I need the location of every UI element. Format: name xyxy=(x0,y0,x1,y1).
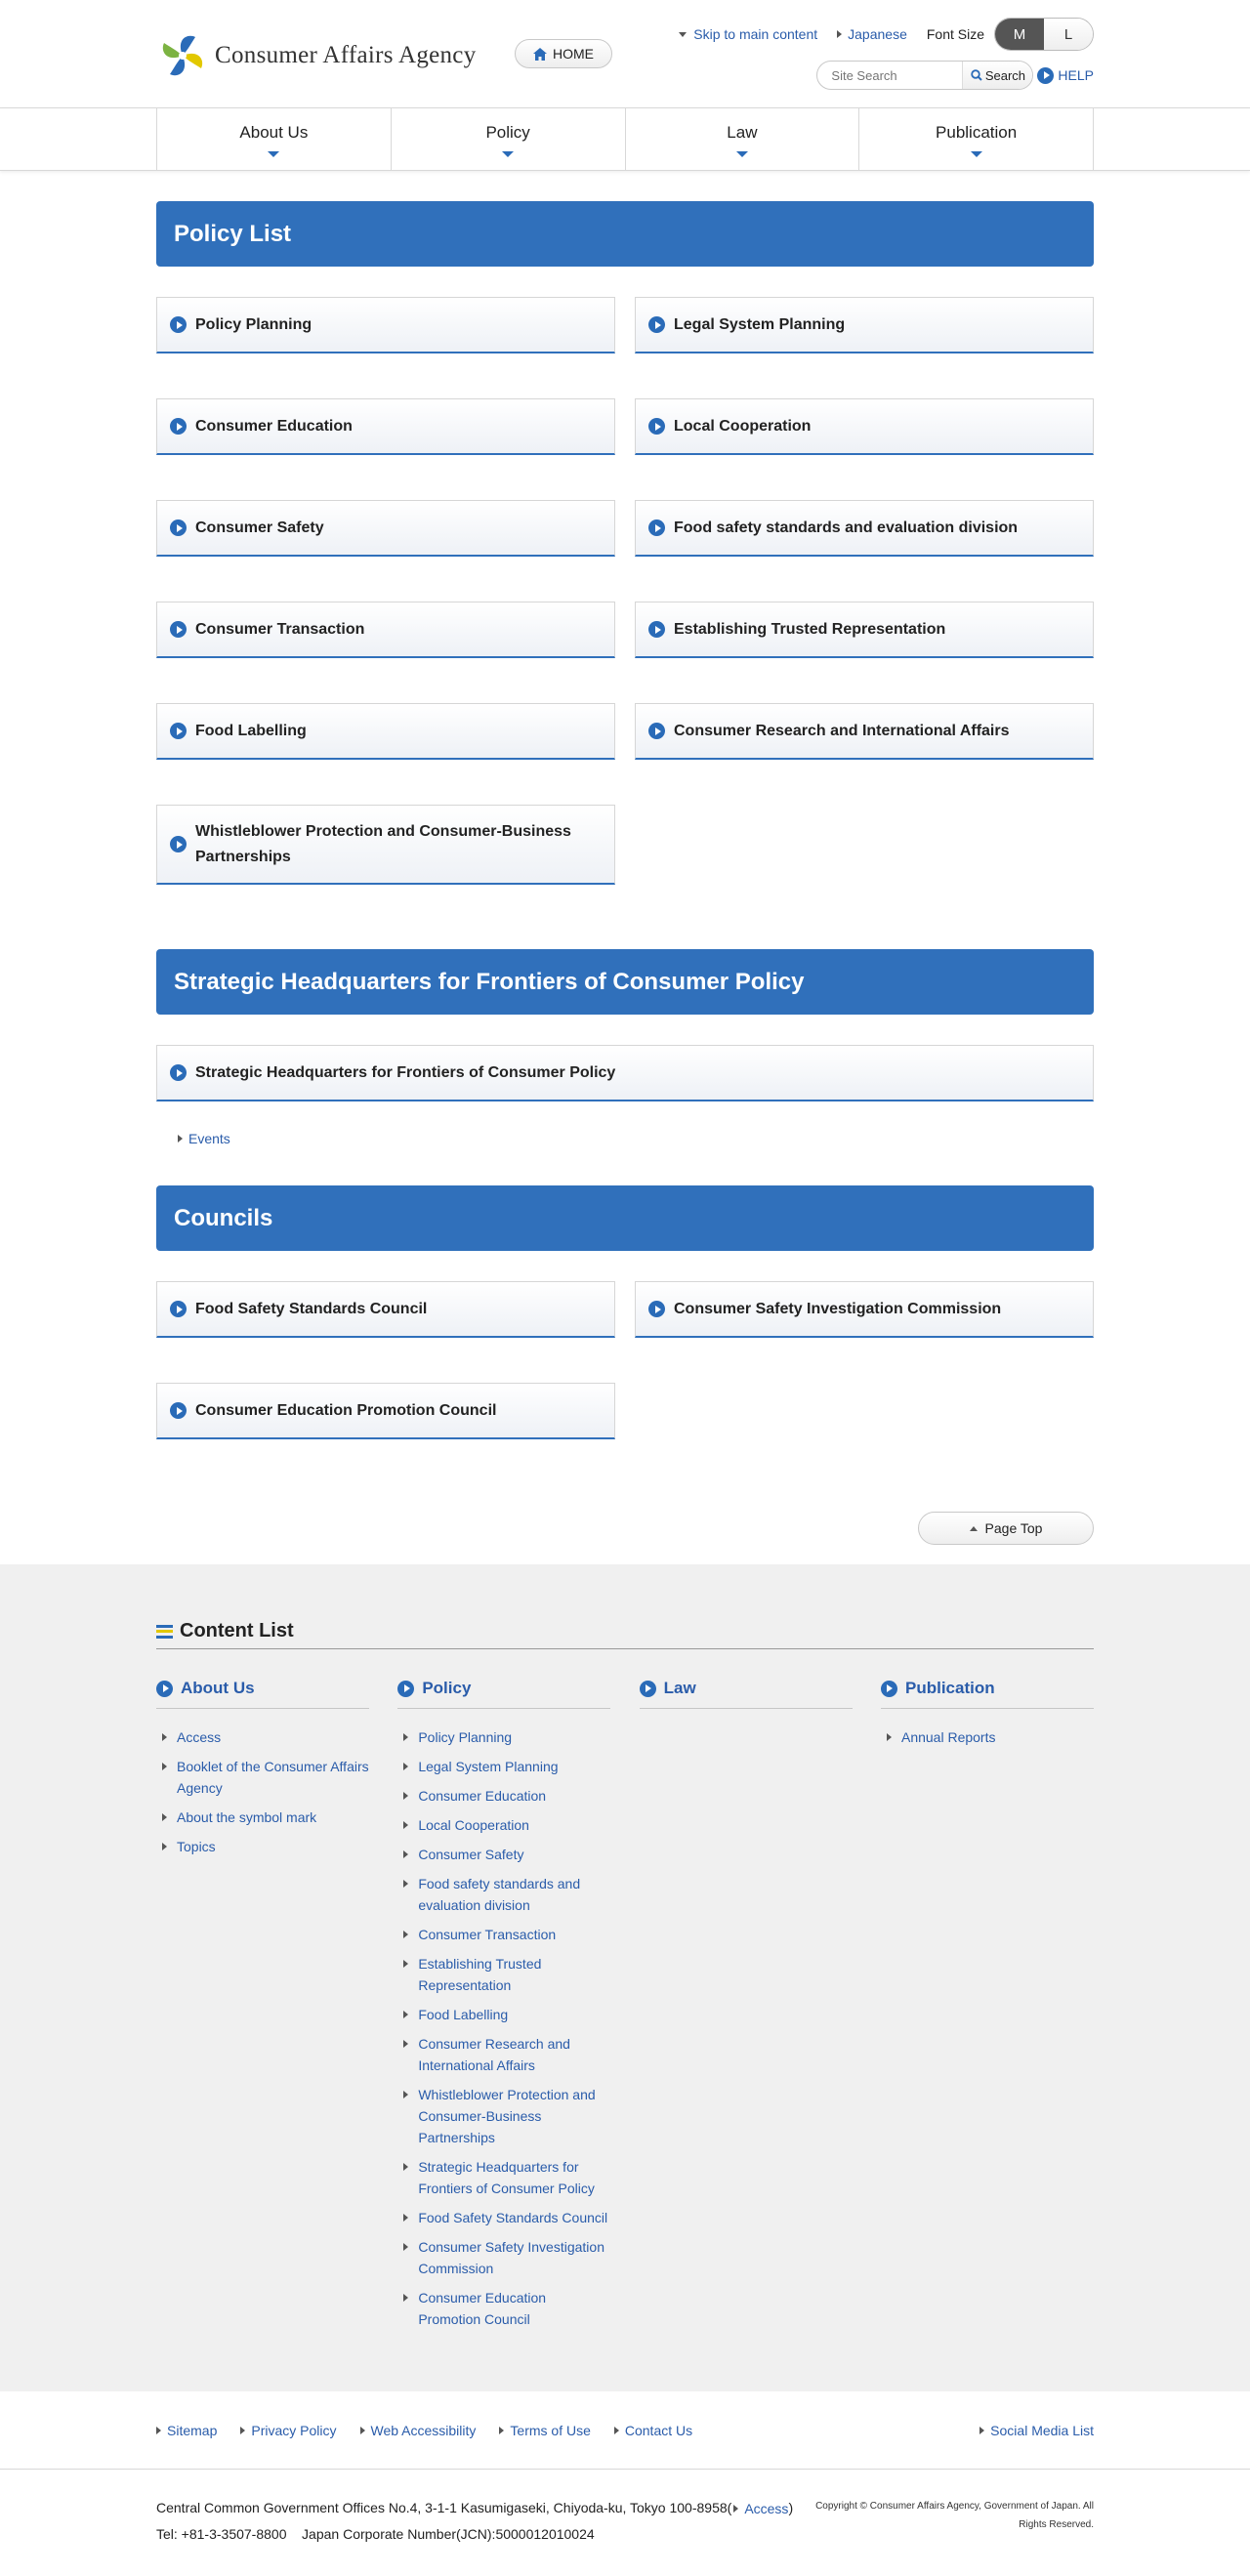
card-label: Consumer Transaction xyxy=(195,620,365,638)
content-list-link[interactable] xyxy=(397,1924,610,1945)
arrow-circle-icon xyxy=(648,316,665,333)
caret-right-icon xyxy=(156,2427,161,2434)
home-button[interactable] xyxy=(515,39,612,68)
caret-right-icon xyxy=(162,1813,167,1821)
content-list-link-label: Consumer Safety xyxy=(418,1847,524,1862)
content-list-columns xyxy=(156,1679,1094,2338)
footer-bottom xyxy=(0,2470,1250,2547)
nav-about-us[interactable] xyxy=(156,108,391,171)
arrow-circle-icon xyxy=(648,621,665,638)
card-label: Establishing Trusted Representation xyxy=(674,620,946,638)
caret-right-icon xyxy=(403,2163,408,2171)
content-list-link-label: Topics xyxy=(177,1839,216,1854)
caret-down-icon xyxy=(268,151,279,157)
skip-label: Skip to main content xyxy=(693,26,818,42)
content-list-link-label: Food safety standards and evaluation division xyxy=(418,1876,581,1913)
content-list-link[interactable] xyxy=(397,1873,610,1916)
council-card-consumer-education-promotion[interactable] xyxy=(156,1383,615,1439)
footer-links xyxy=(0,2391,1250,2470)
caret-right-icon xyxy=(733,2505,738,2513)
arrow-circle-icon xyxy=(648,519,665,536)
policy-list-heading: Policy List xyxy=(156,201,1094,267)
policy-card-food-safety-standards[interactable] xyxy=(635,500,1094,557)
content-list-link-label: Access xyxy=(177,1729,222,1745)
events-label: Events xyxy=(188,1131,230,1146)
footer-link-terms-of-use[interactable] xyxy=(499,2423,590,2438)
caret-right-icon xyxy=(403,1960,408,1968)
search-area xyxy=(816,61,1094,90)
footer-spacer xyxy=(0,2547,1250,2576)
column-heading-label: About Us xyxy=(181,1679,255,1697)
arrow-circle-icon xyxy=(170,836,187,852)
council-card-food-safety[interactable] xyxy=(156,1281,615,1338)
address-line xyxy=(156,2495,793,2521)
search-button-label: Search xyxy=(984,67,1026,83)
house-icon xyxy=(533,48,547,61)
contact-line: Tel: +81-3-3507-8800 Japan Corporate Number(JCN):5000012010024 xyxy=(156,2526,595,2542)
policy-card-consumer-education[interactable] xyxy=(156,398,615,455)
nav-label: Law xyxy=(727,122,758,142)
content-list-link[interactable] xyxy=(397,1953,610,1996)
card-label: Whistleblower Protection and Consumer-Business Partnerships xyxy=(195,822,571,865)
logo-text: Consumer Affairs Agency xyxy=(215,42,477,68)
caret-right-icon xyxy=(403,2214,408,2222)
caret-down-icon xyxy=(971,151,982,157)
nav-law[interactable] xyxy=(625,108,859,171)
content-list-link[interactable] xyxy=(397,2084,610,2148)
address-block xyxy=(156,2495,793,2547)
card-label: Consumer Education Promotion Council xyxy=(195,1401,497,1419)
site-logo[interactable] xyxy=(156,29,477,82)
caret-right-icon xyxy=(887,1733,892,1741)
policy-card-whistleblower-protection[interactable] xyxy=(156,805,615,885)
content-list-link-label: Whistleblower Protection and Consumer-Business Partnerships xyxy=(418,2087,596,2145)
caret-right-icon xyxy=(403,2243,408,2251)
content-list-link-label: Policy Planning xyxy=(418,1729,513,1745)
help-label: HELP xyxy=(1058,67,1094,83)
caret-right-icon xyxy=(240,2427,245,2434)
strategic-heading: Strategic Headquarters for Frontiers of Consumer Policy xyxy=(156,949,1094,1015)
footer-link-contact-us[interactable] xyxy=(614,2423,692,2438)
footer-link-label: Social Media List xyxy=(990,2423,1094,2438)
arrow-circle-icon xyxy=(648,418,665,435)
policy-card-consumer-research[interactable] xyxy=(635,703,1094,760)
caret-right-icon xyxy=(403,2040,408,2048)
caret-right-icon xyxy=(403,2011,408,2018)
policy-card-trusted-representation[interactable] xyxy=(635,602,1094,658)
content-list-link-label: Consumer Education xyxy=(418,1788,547,1804)
caret-right-icon xyxy=(837,30,842,38)
card-label: Policy Planning xyxy=(195,315,312,333)
caret-down-icon xyxy=(679,32,687,37)
arrow-circle-icon xyxy=(1037,67,1054,84)
main-content xyxy=(156,171,1094,1545)
caret-up-icon xyxy=(970,1526,978,1531)
content-list-link[interactable] xyxy=(397,1726,610,1748)
content-list-link-label: Local Cooperation xyxy=(418,1817,529,1833)
content-list-link-label: About the symbol mark xyxy=(177,1809,317,1825)
content-list-column-law xyxy=(640,1679,853,2338)
card-label: Consumer Safety xyxy=(195,519,324,536)
magnifier-icon xyxy=(971,69,982,81)
content-list-link[interactable] xyxy=(397,2207,610,2228)
events-link[interactable] xyxy=(178,1131,1094,1146)
caret-right-icon xyxy=(403,2091,408,2098)
arrow-circle-icon xyxy=(648,1301,665,1317)
page-top-row xyxy=(156,1512,1094,1545)
card-label: Consumer Research and International Affairs xyxy=(674,722,1010,739)
content-list-link[interactable] xyxy=(397,2287,610,2330)
global-nav xyxy=(0,107,1250,171)
councils-heading: Councils xyxy=(156,1185,1094,1251)
caret-down-icon xyxy=(502,151,514,157)
content-list-heading xyxy=(156,1620,1094,1649)
footer-link-label: Sitemap xyxy=(167,2423,218,2438)
agency-logo-icon xyxy=(156,29,209,82)
page-top-label: Page Top xyxy=(984,1520,1043,1536)
help-link[interactable] xyxy=(1037,67,1094,84)
content-list-link[interactable] xyxy=(156,1756,369,1799)
arrow-circle-icon xyxy=(648,723,665,739)
content-list-title: Content List xyxy=(180,1620,294,1641)
copyright: Copyright © Consumer Affairs Agency, Government of Japan. All Rights Reserved. xyxy=(815,2501,1094,2530)
nav-label: Policy xyxy=(485,122,530,142)
footer-link-sitemap[interactable] xyxy=(156,2423,217,2438)
search-button[interactable] xyxy=(962,62,1032,89)
policy-card-consumer-transaction[interactable] xyxy=(156,602,615,658)
content-list-link-label: Food Safety Standards Council xyxy=(418,2210,608,2225)
column-heading-label: Policy xyxy=(422,1679,472,1697)
arrow-circle-icon xyxy=(170,519,187,536)
access-link[interactable] xyxy=(731,2496,788,2521)
footer-link-web-accessibility[interactable] xyxy=(360,2423,477,2438)
arrow-circle-icon xyxy=(170,418,187,435)
arrow-circle-icon xyxy=(156,1681,173,1697)
content-list-link[interactable] xyxy=(397,1844,610,1865)
content-list-heading-law[interactable] xyxy=(640,1679,853,1709)
policy-card-food-labelling[interactable] xyxy=(156,703,615,760)
utility-links xyxy=(679,18,1094,51)
arrow-circle-icon xyxy=(170,621,187,638)
caret-right-icon xyxy=(979,2427,984,2434)
caret-right-icon xyxy=(403,1880,408,1888)
policy-card-consumer-safety[interactable] xyxy=(156,500,615,557)
content-list-column-policy xyxy=(397,1679,610,2338)
caret-right-icon xyxy=(403,1763,408,1770)
font-size-l-button[interactable]: L xyxy=(1044,19,1093,50)
caret-right-icon xyxy=(403,1821,408,1829)
card-label: Food Safety Standards Council xyxy=(195,1300,428,1317)
footer-link-label: Terms of Use xyxy=(510,2423,591,2438)
content-list-link[interactable] xyxy=(397,2033,610,2076)
caret-right-icon xyxy=(178,1135,183,1143)
card-label: Food Labelling xyxy=(195,722,307,739)
card-label: Consumer Education xyxy=(195,417,353,435)
caret-right-icon xyxy=(403,2294,408,2302)
content-list-link[interactable] xyxy=(397,2156,610,2199)
content-list-link[interactable] xyxy=(397,2004,610,2025)
footer-link-social-media-list[interactable] xyxy=(979,2423,1094,2438)
font-size-label: Font Size xyxy=(926,26,984,42)
content-list-link-label: Legal System Planning xyxy=(418,1759,559,1774)
column-heading-label: Law xyxy=(663,1679,696,1697)
caret-right-icon xyxy=(403,1931,408,1938)
content-list-column-about-us xyxy=(156,1679,369,2338)
content-list-link[interactable] xyxy=(881,1726,1094,1748)
list-lines-icon xyxy=(156,1625,173,1639)
skip-to-main-link[interactable] xyxy=(679,26,817,42)
caret-right-icon xyxy=(162,1843,167,1850)
caret-right-icon xyxy=(614,2427,619,2434)
caret-right-icon xyxy=(403,1733,408,1741)
content-list-link[interactable] xyxy=(156,1807,369,1828)
content-list-link-label: Consumer Research and International Affairs xyxy=(418,2036,570,2073)
content-list-link[interactable] xyxy=(156,1726,369,1748)
content-list-section xyxy=(0,1564,1250,2391)
content-list-link-label: Consumer Safety Investigation Commission xyxy=(418,2239,604,2276)
footer-link-privacy-policy[interactable] xyxy=(240,2423,336,2438)
content-list-link[interactable] xyxy=(397,2236,610,2279)
content-list-link[interactable] xyxy=(397,1814,610,1836)
card-label: Consumer Safety Investigation Commission xyxy=(674,1300,1002,1317)
content-list-heading-policy[interactable] xyxy=(397,1679,610,1709)
caret-right-icon xyxy=(162,1733,167,1741)
arrow-circle-icon xyxy=(397,1681,414,1697)
policy-card-legal-system-planning[interactable] xyxy=(635,297,1094,353)
font-size-m-button[interactable]: M xyxy=(995,19,1044,50)
arrow-circle-icon xyxy=(170,1301,187,1317)
content-list-link-label: Booklet of the Consumer Affairs Agency xyxy=(177,1759,369,1796)
caret-right-icon xyxy=(360,2427,365,2434)
caret-right-icon xyxy=(499,2427,504,2434)
content-list-link-label: Strategic Headquarters for Frontiers of Consumer Policy xyxy=(418,2159,595,2196)
content-list-link-label: Consumer Education Promotion Council xyxy=(418,2290,547,2327)
card-label: Strategic Headquarters for Frontiers of Consumer Policy xyxy=(195,1063,616,1081)
content-list-link[interactable] xyxy=(397,1756,610,1777)
caret-right-icon xyxy=(403,1792,408,1800)
content-list-heading-publication[interactable] xyxy=(881,1679,1094,1709)
search-box xyxy=(816,61,1033,90)
card-label: Food safety standards and evaluation division xyxy=(674,519,1019,536)
content-list-link-label: Annual Reports xyxy=(900,1729,996,1745)
column-heading-label: Publication xyxy=(904,1679,995,1697)
content-list-heading-about-us[interactable] xyxy=(156,1679,369,1709)
content-list-link-label: Consumer Transaction xyxy=(418,1927,557,1942)
font-size-toggle xyxy=(994,18,1094,51)
home-label: HOME xyxy=(553,46,594,62)
nav-publication[interactable] xyxy=(858,108,1094,171)
policy-card-policy-planning[interactable] xyxy=(156,297,615,353)
arrow-circle-icon xyxy=(170,1402,187,1419)
japanese-link[interactable] xyxy=(837,26,907,42)
content-list-link-label: Food Labelling xyxy=(418,2007,509,2022)
policy-card-local-cooperation[interactable] xyxy=(635,398,1094,455)
arrow-circle-icon xyxy=(170,316,187,333)
content-list-link[interactable] xyxy=(397,1785,610,1807)
access-label: Access xyxy=(744,2501,789,2516)
nav-label: About Us xyxy=(239,122,309,142)
search-input[interactable] xyxy=(831,68,962,83)
content-list-link[interactable] xyxy=(156,1836,369,1857)
caret-right-icon xyxy=(162,1763,167,1770)
strategic-grid xyxy=(156,1045,1094,1101)
content-list-link-label: Establishing Trusted Representation xyxy=(418,1956,542,1993)
footer-link-label: Web Accessibility xyxy=(370,2423,477,2438)
arrow-circle-icon xyxy=(170,1064,187,1081)
content-list-column-publication xyxy=(881,1679,1094,2338)
caret-right-icon xyxy=(403,1850,408,1858)
strategic-headquarters-card[interactable] xyxy=(156,1045,1094,1101)
arrow-circle-icon xyxy=(881,1681,897,1697)
card-label: Legal System Planning xyxy=(674,315,846,333)
footer-link-label: Privacy Policy xyxy=(251,2423,337,2438)
page-top-button[interactable] xyxy=(918,1512,1094,1545)
caret-down-icon xyxy=(736,151,748,157)
site-header xyxy=(0,0,1250,107)
japanese-label: Japanese xyxy=(848,26,907,42)
councils-grid xyxy=(156,1281,1094,1484)
nav-label: Publication xyxy=(936,122,1018,142)
address-text: Central Common Government Offices No.4, 3-1-1 Kasumigaseki, Chiyoda-ku, Tokyo 100-8958( xyxy=(156,2500,732,2515)
arrow-circle-icon xyxy=(170,723,187,739)
card-label: Local Cooperation xyxy=(674,417,812,435)
nav-policy[interactable] xyxy=(391,108,625,171)
arrow-circle-icon xyxy=(640,1681,656,1697)
address-close: ) xyxy=(788,2500,794,2515)
council-card-consumer-safety-investigation[interactable] xyxy=(635,1281,1094,1338)
policy-list-grid xyxy=(156,297,1094,930)
footer-link-label: Contact Us xyxy=(624,2423,693,2438)
